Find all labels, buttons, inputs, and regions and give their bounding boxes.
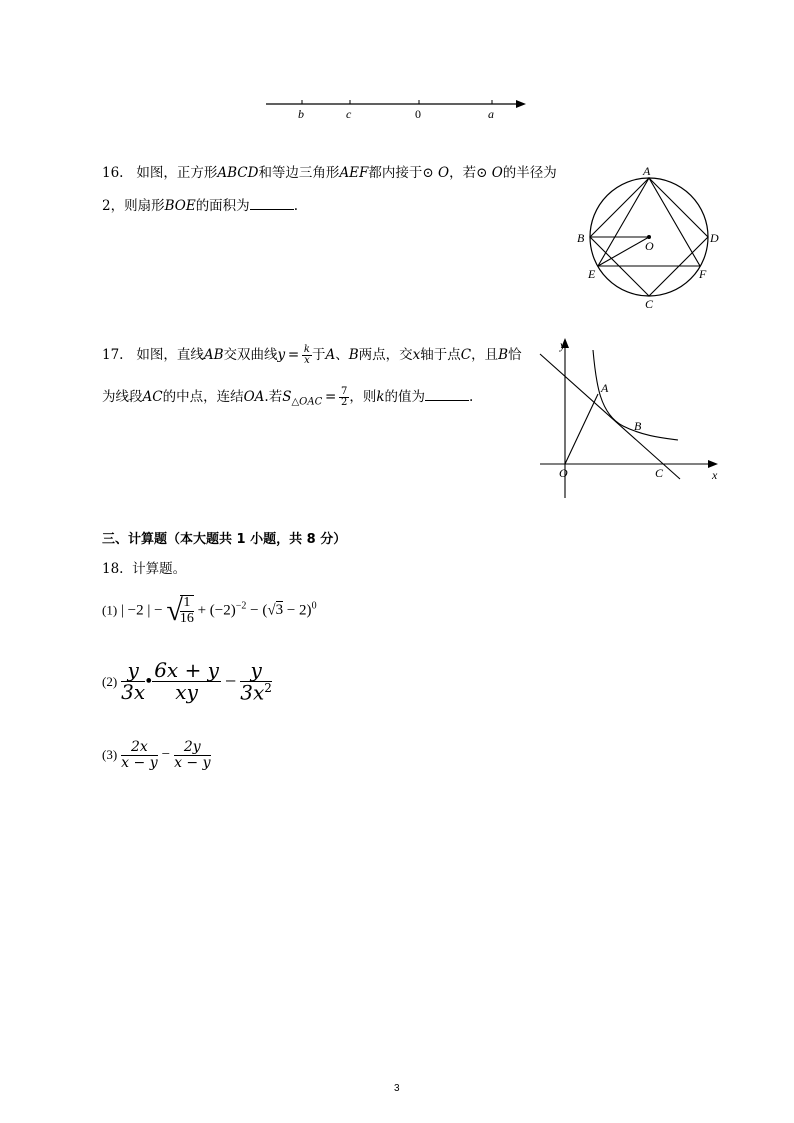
q16-math: AEF	[339, 165, 369, 181]
q16-math: O	[491, 165, 503, 181]
q16-math: O	[438, 165, 450, 181]
q17-math: A	[325, 347, 336, 363]
q17-math: B	[498, 347, 509, 363]
q17-text: .	[469, 389, 474, 405]
q17-math: =	[287, 347, 300, 363]
q16-text: ，若⊙	[449, 165, 488, 181]
exponent: 2	[264, 681, 272, 695]
denominator-base: 3x	[240, 680, 265, 705]
q18-part3	[102, 740, 211, 770]
q16-line2	[102, 197, 298, 215]
fig16-label-O: O	[645, 239, 654, 253]
q17-math: B	[348, 347, 359, 363]
numberline-label-a: a	[488, 107, 494, 121]
exponent: −2	[235, 600, 247, 612]
fig16-label-A: A	[643, 164, 651, 178]
fraction-6x-plus-y-over-xy	[152, 660, 221, 703]
q17-fraction-seven-halves	[339, 387, 349, 409]
expr-segment: − 2)	[283, 602, 312, 619]
fraction-numerator: 6x + y	[154, 658, 219, 683]
fig16-label-F: F	[699, 267, 707, 281]
fig17-label-B: B	[634, 419, 642, 433]
multiply-dot: •	[145, 670, 153, 693]
expr-segment: | −2 | −	[120, 602, 163, 619]
q17-math: y	[277, 347, 286, 363]
q17-text: 为线段	[102, 389, 143, 405]
q17-text: 恰	[508, 347, 522, 363]
q16-text: .	[293, 198, 298, 214]
q17-math: x	[412, 347, 421, 363]
fraction-2y-over-x-minus-y	[174, 740, 210, 770]
q16-circle-figure	[574, 162, 730, 312]
fraction-denominator: xy	[175, 680, 198, 705]
sqrt-symbol: √	[267, 602, 276, 619]
fraction-denominator	[240, 682, 272, 704]
sqrt-symbol: √	[166, 594, 183, 627]
q17-math: OA	[243, 389, 265, 405]
q17-text: ，则	[349, 389, 377, 405]
fig16-label-E: E	[588, 267, 596, 281]
numberline-label-c: c	[346, 107, 352, 121]
q17-text: 轴于点	[420, 347, 461, 363]
fig17-label-A: A	[601, 381, 609, 395]
expr-segment: + (−2)	[197, 602, 236, 619]
fraction-numerator: 2x	[121, 740, 157, 756]
q18-intro-text: 计算题。	[132, 561, 187, 577]
q17-text: 、	[335, 347, 349, 363]
page-number: 3	[394, 1083, 400, 1094]
fraction-y-over-3x	[121, 660, 145, 703]
q17-fraction-k-over-x	[302, 345, 312, 367]
fig16-label-D: D	[710, 231, 719, 245]
q17-text: .若	[264, 389, 283, 405]
q18-part1	[102, 594, 317, 628]
q16-text: 和等边三角形	[258, 165, 340, 181]
q17-graph-figure	[538, 334, 724, 502]
q17-math: C	[460, 347, 472, 363]
answer-blank	[250, 197, 294, 210]
q18-number: 18.	[102, 561, 124, 577]
q17-math: S	[282, 389, 292, 405]
fraction-y-over-3x2	[240, 660, 272, 704]
q17-math: =	[324, 389, 337, 405]
q17-text: 如图，直线	[136, 347, 204, 363]
q16-math: BOE	[164, 198, 196, 214]
fraction-denominator: x − y	[121, 754, 158, 771]
numberline-label-0: 0	[415, 107, 421, 121]
q17-subscript: △OAC	[291, 396, 323, 408]
q18-intro	[102, 560, 186, 578]
fig17-label-C: C	[655, 466, 664, 480]
radicand: 3	[275, 602, 284, 619]
q16-number: 16.	[102, 165, 124, 181]
part-label: (1)	[102, 602, 118, 618]
fraction-denominator: 16	[179, 611, 194, 626]
q17-math: AB	[203, 347, 224, 363]
exponent: 0	[311, 600, 317, 612]
fraction-denominator: x − y	[174, 754, 211, 771]
fraction-2x-over-x-minus-y	[121, 740, 157, 770]
q16-text: 都内接于⊙	[368, 165, 434, 181]
fraction-denominator: 3x	[121, 680, 146, 705]
q16-text: 2，则扇形	[102, 198, 165, 214]
q17-math: AC	[142, 389, 163, 405]
q18-part2	[102, 660, 272, 704]
fig17-label-O: O	[559, 466, 568, 480]
q17-math: k	[376, 389, 385, 405]
q17-number: 17.	[102, 347, 124, 363]
q17-text: 于	[311, 347, 326, 363]
minus-sign: −	[161, 746, 171, 763]
q16-line1	[102, 164, 557, 182]
q17-text: 两点，交	[358, 347, 413, 363]
fig16-label-B: B	[577, 231, 585, 245]
q17-text: ，且	[471, 347, 499, 363]
fig16-label-C: C	[645, 297, 654, 311]
fraction-denominator: 2	[340, 397, 348, 408]
sqrt-fraction	[180, 595, 194, 626]
answer-blank	[425, 388, 469, 401]
q17-line2	[102, 384, 473, 416]
minus-sign: −	[224, 670, 237, 693]
q16-text: 如图，正方形	[136, 165, 218, 181]
fig17-label-x: x	[712, 468, 718, 482]
numberline-label-b: b	[298, 107, 304, 121]
q16-text: 的半径为	[502, 165, 557, 181]
q17-text: 的值为	[384, 389, 426, 405]
fraction-numerator: y	[121, 660, 145, 682]
q17-text: 的中点，连结	[162, 389, 244, 405]
fig17-label-y: y	[560, 338, 566, 352]
expr-segment: − (	[250, 602, 268, 619]
section-heading: 三、计算题（本大题共 1 小题，共 8 分）	[102, 532, 347, 547]
q17-line1	[102, 342, 522, 368]
fraction-denominator: x	[304, 355, 310, 366]
part-label: (2)	[102, 673, 118, 689]
number-line-figure	[260, 92, 532, 126]
fraction-numerator: y	[240, 660, 272, 682]
fraction-numerator: 1	[180, 596, 194, 612]
fraction-numerator: 2y	[174, 740, 210, 756]
q16-math: ABCD	[217, 165, 259, 181]
fraction-numerator: 7	[340, 385, 348, 397]
fraction-numerator: k	[303, 343, 310, 355]
q17-text: 交双曲线	[223, 347, 278, 363]
q16-text: 的面积为	[195, 198, 250, 214]
part-label: (3)	[102, 747, 118, 763]
